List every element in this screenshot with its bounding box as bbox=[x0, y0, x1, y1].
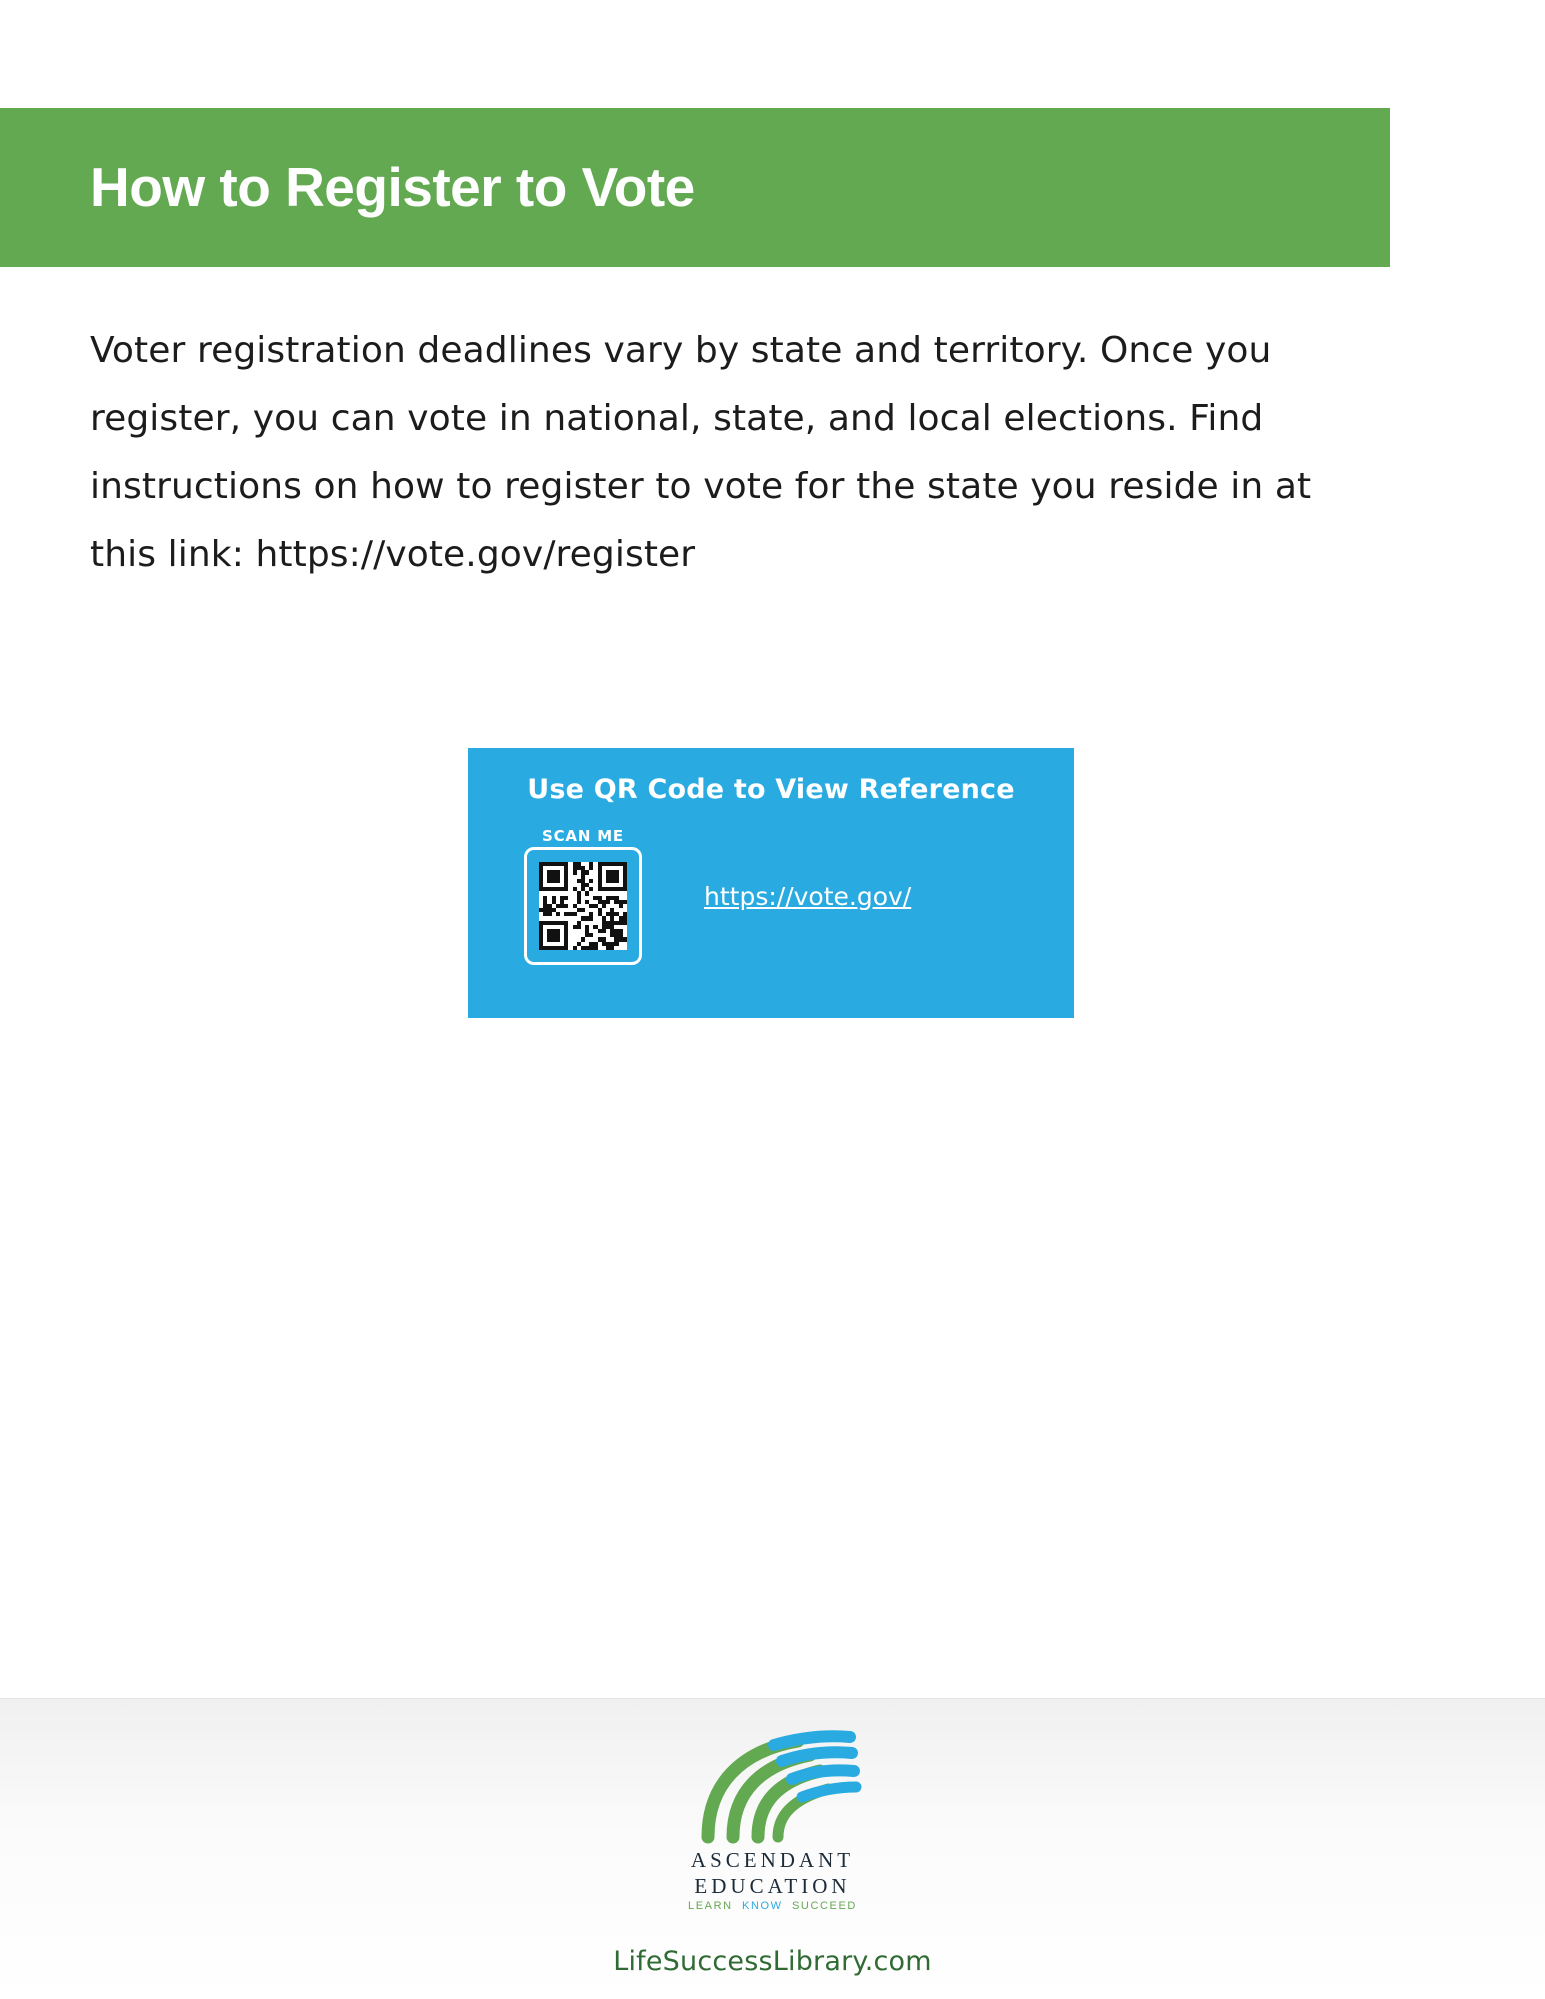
qr-callout-row bbox=[468, 827, 1074, 965]
qr-code-icon bbox=[539, 862, 627, 950]
qr-callout-title: Use QR Code to View Reference bbox=[527, 774, 1015, 805]
qr-code-graphic[interactable] bbox=[524, 827, 642, 965]
scan-me-label: SCAN ME bbox=[542, 827, 624, 845]
page-header-banner bbox=[0, 108, 1390, 267]
logo-wordmark-line1: ASCENDANT bbox=[690, 1848, 855, 1872]
qr-callout-box bbox=[468, 748, 1074, 1018]
page-title: How to Register to Vote bbox=[90, 156, 695, 218]
body-paragraph: Voter registration deadlines vary by state and territory. Once you register, you can vote in national, state, and local elections. Find instructions on how to register to vote for the state you reside in at this link: https://vote.gov/register bbox=[90, 330, 1312, 575]
logo-tagline bbox=[563, 1900, 983, 1912]
page-footer bbox=[0, 1698, 1545, 1999]
logo-tagline-succeed: SUCCEED bbox=[791, 1900, 857, 1912]
footer-content bbox=[563, 1725, 983, 1977]
ascendant-logo-icon bbox=[678, 1725, 868, 1845]
logo-wordmark-line2: EDUCATION bbox=[694, 1874, 851, 1898]
footer-website[interactable]: LifeSuccessLibrary.com bbox=[613, 1946, 932, 1977]
logo-tagline-know: KNOW bbox=[742, 1900, 783, 1912]
qr-code-frame bbox=[524, 847, 642, 965]
qr-reference-link[interactable]: https://vote.gov/ bbox=[704, 881, 912, 911]
logo-tagline-learn: LEARN bbox=[688, 1900, 733, 1912]
